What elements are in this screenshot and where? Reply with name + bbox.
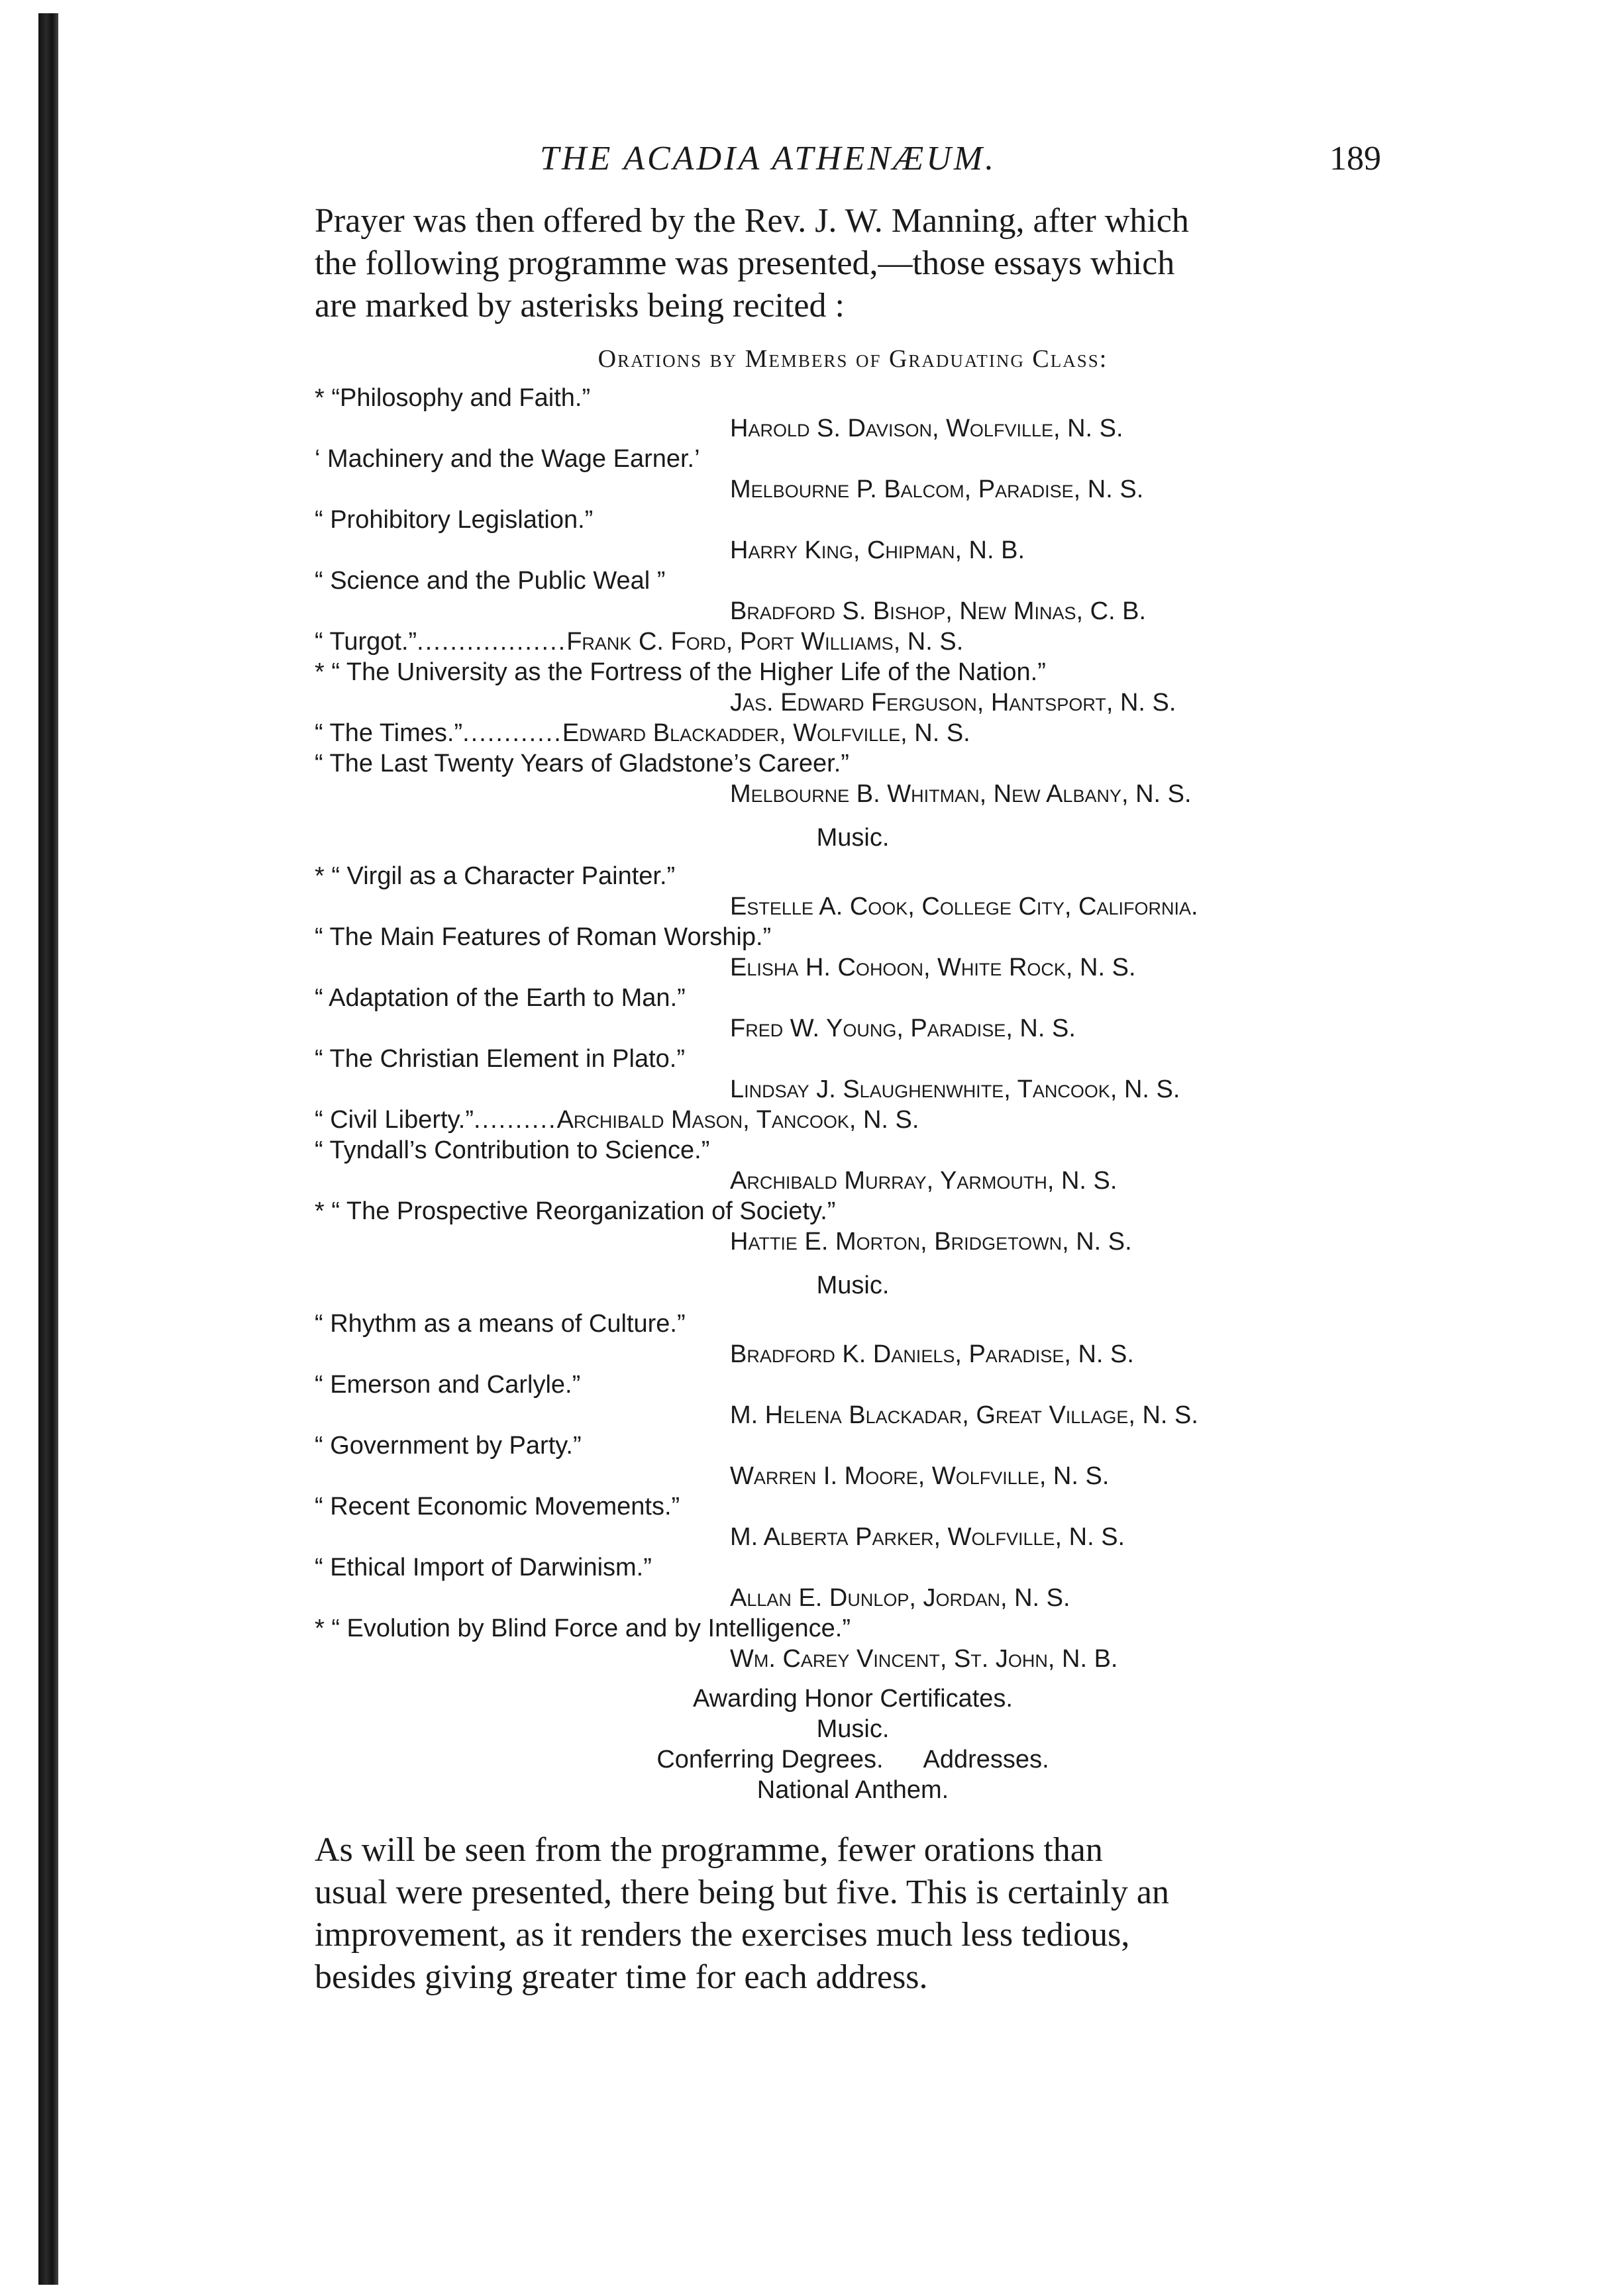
speaker-name: Edward Blackadder, Wolfville, N. S. bbox=[562, 719, 970, 747]
oration-title: * “ Virgil as a Character Painter.” bbox=[315, 862, 676, 890]
oration-title: * “Philosophy and Faith.” bbox=[315, 384, 591, 412]
oration-entry bbox=[315, 1430, 1391, 1491]
final-line: besides giving greater time for each address. bbox=[315, 1958, 928, 1996]
oration-entry bbox=[315, 657, 1391, 718]
addresses: Addresses. bbox=[923, 1746, 1049, 1773]
speaker-name: Warren I. Moore, Wolfville, N. S. bbox=[730, 1462, 1110, 1490]
speaker-name: Harry King, Chipman, N. B. bbox=[730, 536, 1025, 564]
oration-entry bbox=[315, 718, 1391, 748]
oration-title: “ Ethical Import of Darwinism.” bbox=[315, 1554, 652, 1581]
speaker-name: Bradford S. Bishop, New Minas, C. B. bbox=[730, 597, 1147, 625]
final-paragraph bbox=[315, 1829, 1391, 1999]
journal-title: THE ACADIA ATHENÆUM. bbox=[540, 140, 997, 177]
speaker-name: Lindsay J. Slaughenwhite, Tancook, N. S. bbox=[730, 1075, 1180, 1103]
degrees-addresses-row bbox=[315, 1744, 1391, 1775]
programme bbox=[315, 383, 1391, 1805]
oration-entry bbox=[315, 505, 1391, 566]
speaker-name: Frank C. Ford, Port Williams, N. S. bbox=[566, 628, 964, 656]
oration-entry bbox=[315, 566, 1391, 626]
oration-title: “ Turgot.” bbox=[315, 628, 417, 656]
oration-title: “ Recent Economic Movements.” bbox=[315, 1493, 680, 1521]
speaker-name: Archibald Mason, Tancook, N. S. bbox=[556, 1106, 919, 1134]
oration-title: “ Rhythm as a means of Culture.” bbox=[315, 1310, 686, 1338]
oration-title: “ Civil Liberty.” bbox=[315, 1106, 474, 1134]
oration-entry bbox=[315, 1613, 1391, 1674]
oration-entry bbox=[315, 1370, 1391, 1430]
intro-paragraph bbox=[315, 200, 1391, 327]
awarding-certificates: Awarding Honor Certificates. bbox=[693, 1685, 1013, 1713]
speaker-name: Archibald Murray, Yarmouth, N. S. bbox=[730, 1167, 1117, 1195]
speaker-name: Estelle A. Cook, College City, California. bbox=[730, 893, 1198, 921]
final-line: usual were presented, there being but five. This is certainly an bbox=[315, 1873, 1169, 1911]
binding-edge bbox=[38, 13, 58, 2285]
speaker-name: Harold S. Davison, Wolfville, N. S. bbox=[730, 415, 1123, 442]
oration-title: “ The Main Features of Roman Worship.” bbox=[315, 923, 772, 951]
oration-entry bbox=[315, 983, 1391, 1044]
oration-title: “ Emerson and Carlyle.” bbox=[315, 1371, 581, 1399]
running-header bbox=[315, 139, 1391, 192]
oration-entry bbox=[315, 444, 1391, 505]
closing-music: Music. bbox=[816, 1715, 890, 1743]
closing-programme bbox=[315, 1683, 1391, 1805]
intro-line: the following programme was presented,—those essays which bbox=[315, 244, 1175, 282]
national-anthem: National Anthem. bbox=[756, 1776, 949, 1804]
orations-part-3 bbox=[315, 1309, 1391, 1674]
oration-entry bbox=[315, 626, 1391, 657]
leader-dots: .......... bbox=[474, 1106, 557, 1134]
oration-title: “ The Times.” bbox=[315, 719, 463, 747]
speaker-name: Bradford K. Daniels, Paradise, N. S. bbox=[730, 1340, 1134, 1368]
leader-dots: .................. bbox=[417, 628, 567, 656]
oration-entry bbox=[315, 861, 1391, 922]
speaker-name: Fred W. Young, Paradise, N. S. bbox=[730, 1015, 1076, 1042]
final-line: As will be seen from the programme, fewer orations than bbox=[315, 1831, 1103, 1869]
oration-title: “ Government by Party.” bbox=[315, 1432, 582, 1460]
section-heading: Orations by Members of Graduating Class: bbox=[597, 345, 1108, 373]
oration-title: ‘ Machinery and the Wage Earner.’ bbox=[315, 445, 700, 473]
oration-entry bbox=[315, 1105, 1391, 1135]
speaker-name: Allan E. Dunlop, Jordan, N. S. bbox=[730, 1584, 1070, 1612]
speaker-name: Hattie E. Morton, Bridgetown, N. S. bbox=[730, 1228, 1132, 1256]
orations-part-2 bbox=[315, 861, 1391, 1257]
oration-title: * “ The University as the Fortress of the Higher Life of the Nation.” bbox=[315, 658, 1046, 686]
page bbox=[315, 139, 1391, 1999]
speaker-name: Melbourne B. Whitman, New Albany, N. S. bbox=[730, 780, 1192, 808]
oration-entry bbox=[315, 1044, 1391, 1105]
oration-entry bbox=[315, 383, 1391, 444]
oration-title: “ Adaptation of the Earth to Man.” bbox=[315, 984, 686, 1012]
intro-line: Prayer was then offered by the Rev. J. W. Manning, after which bbox=[315, 202, 1189, 240]
speaker-name: M. Alberta Parker, Wolfville, N. S. bbox=[730, 1523, 1125, 1551]
intro-line: are marked by asterisks being recited : bbox=[315, 287, 845, 324]
speaker-name: Melbourne P. Balcom, Paradise, N. S. bbox=[730, 475, 1144, 503]
speaker-name: Elisha H. Cohoon, White Rock, N. S. bbox=[730, 954, 1136, 981]
conferring-degrees: Conferring Degrees. bbox=[656, 1746, 884, 1773]
speaker-name: M. Helena Blackadar, Great Village, N. S. bbox=[730, 1401, 1198, 1429]
oration-title: “ Science and the Public Weal ” bbox=[315, 567, 666, 595]
oration-title: “ Prohibitory Legislation.” bbox=[315, 506, 594, 534]
oration-entry bbox=[315, 1309, 1391, 1370]
music-interlude: Music. bbox=[816, 824, 890, 852]
oration-title: * “ Evolution by Blind Force and by Intelligence.” bbox=[315, 1615, 851, 1642]
final-line: improvement, as it renders the exercises much less tedious, bbox=[315, 1916, 1130, 1954]
oration-entry bbox=[315, 1552, 1391, 1613]
oration-title: “ Tyndall’s Contribution to Science.” bbox=[315, 1136, 710, 1164]
leader-dots: ............ bbox=[462, 719, 562, 747]
music-interlude: Music. bbox=[816, 1272, 890, 1299]
oration-title: “ The Last Twenty Years of Gladstone’s Career.” bbox=[315, 750, 849, 777]
oration-entry bbox=[315, 1196, 1391, 1257]
orations-part-1 bbox=[315, 383, 1391, 809]
speaker-name: Jas. Edward Ferguson, Hantsport, N. S. bbox=[730, 689, 1176, 717]
oration-title: “ The Christian Element in Plato.” bbox=[315, 1045, 685, 1073]
page-number: 189 bbox=[1329, 140, 1381, 177]
oration-entry bbox=[315, 922, 1391, 983]
oration-title: * “ The Prospective Reorganization of Society.” bbox=[315, 1197, 836, 1225]
speaker-name: Wm. Carey Vincent, St. John, N. B. bbox=[730, 1645, 1118, 1673]
oration-entry bbox=[315, 1135, 1391, 1196]
oration-entry bbox=[315, 1491, 1391, 1552]
oration-entry bbox=[315, 748, 1391, 809]
